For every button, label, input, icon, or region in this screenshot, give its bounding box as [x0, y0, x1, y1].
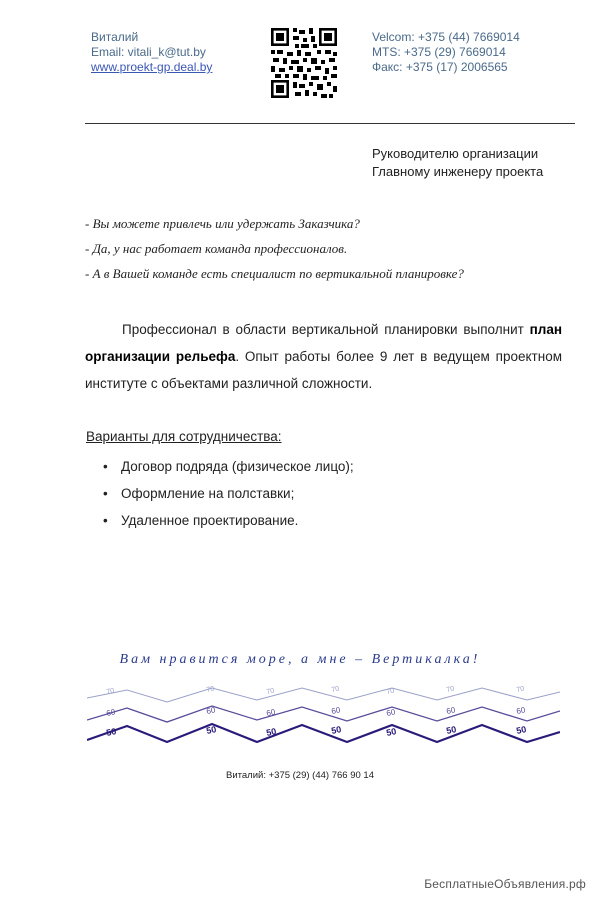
header-divider	[85, 123, 575, 124]
bullet-icon: •	[103, 486, 108, 501]
dialog-line: - Да, у нас работает команда профессионалов.	[85, 241, 348, 256]
phone-fax: Факс: +375 (17) 2006565	[372, 60, 508, 74]
contour-line-50	[87, 724, 560, 742]
sender-website-link[interactable]: www.proekt-gp.deal.by	[91, 60, 213, 74]
qr-code-icon	[271, 28, 337, 98]
contour-label: 60	[205, 705, 217, 716]
sender-email: Email: vitali_k@tut.by	[91, 45, 206, 59]
contour-label: 50	[330, 724, 343, 736]
contour-label: 60	[330, 705, 342, 716]
contour-label: 50	[105, 726, 118, 738]
list-item-text: Удаленное проектирование.	[121, 513, 299, 528]
contour-labels-70	[106, 685, 525, 695]
contour-label: 70	[105, 687, 116, 696]
contour-label: 60	[265, 707, 277, 718]
addressee-line-2: Главному инженеру проекта	[372, 164, 544, 179]
watermark: БесплатныеОбъявления.рф	[424, 877, 586, 891]
list-item	[103, 513, 298, 528]
footer-phone: Виталий: +375 (29) (44) 766 90 14	[226, 770, 374, 781]
addressee-line-1: Руководителю организации	[372, 146, 539, 161]
contour-label: 70	[205, 685, 216, 694]
bullet-icon: •	[103, 459, 108, 474]
body-text-bold: план организации рельефа	[85, 322, 562, 364]
bullet-icon: •	[103, 513, 108, 528]
contour-label: 50	[445, 724, 458, 736]
contour-label: 70	[385, 687, 396, 696]
addressee-block	[372, 145, 543, 181]
contour-label: 50	[265, 726, 278, 738]
contour-label: 50	[385, 726, 398, 738]
sender-name: Виталий	[91, 30, 139, 44]
dialog-line: - А в Вашей команде есть специалист по вертикальной планировке?	[85, 266, 464, 281]
list-item-text: Оформление на полставки;	[121, 486, 295, 501]
phone-velcom: Velcom: +375 (44) 7669014	[372, 30, 520, 44]
phone-contact-block	[372, 30, 520, 75]
list-item	[103, 486, 294, 501]
contour-label: 60	[515, 705, 527, 716]
contour-label: 50	[205, 724, 218, 736]
list-item-text: Договор подряда (физическое лицо);	[121, 459, 354, 474]
body-paragraph	[85, 316, 562, 397]
slogan: Вам нравится море, а мне – Вертикалка!	[119, 652, 481, 667]
contour-label: 70	[330, 685, 341, 694]
list-item	[103, 459, 354, 474]
dialog-line: - Вы можете привлечь или удержать Заказчика?	[85, 216, 360, 231]
options-title: Варианты для сотрудничества:	[86, 429, 282, 444]
contour-label: 60	[105, 707, 117, 718]
body-text-end: . Опыт работы более 9 лет в ведущем проектном институте с объектами различной сложности.	[85, 349, 562, 391]
contour-label: 70	[445, 685, 456, 694]
body-text-start: Профессионал в области вертикальной планировки выполнит	[122, 322, 530, 337]
contour-label: 60	[445, 705, 457, 716]
contour-line-70	[87, 688, 560, 702]
contour-label: 50	[515, 724, 528, 736]
contour-label: 60	[385, 707, 397, 718]
contour-line-60	[87, 706, 560, 722]
contour-lines-illustration	[87, 680, 560, 748]
contour-label: 70	[265, 687, 276, 696]
contour-label: 70	[515, 685, 526, 694]
phone-mts: MTS: +375 (29) 7669014	[372, 45, 506, 59]
sender-contact-block	[91, 30, 212, 75]
